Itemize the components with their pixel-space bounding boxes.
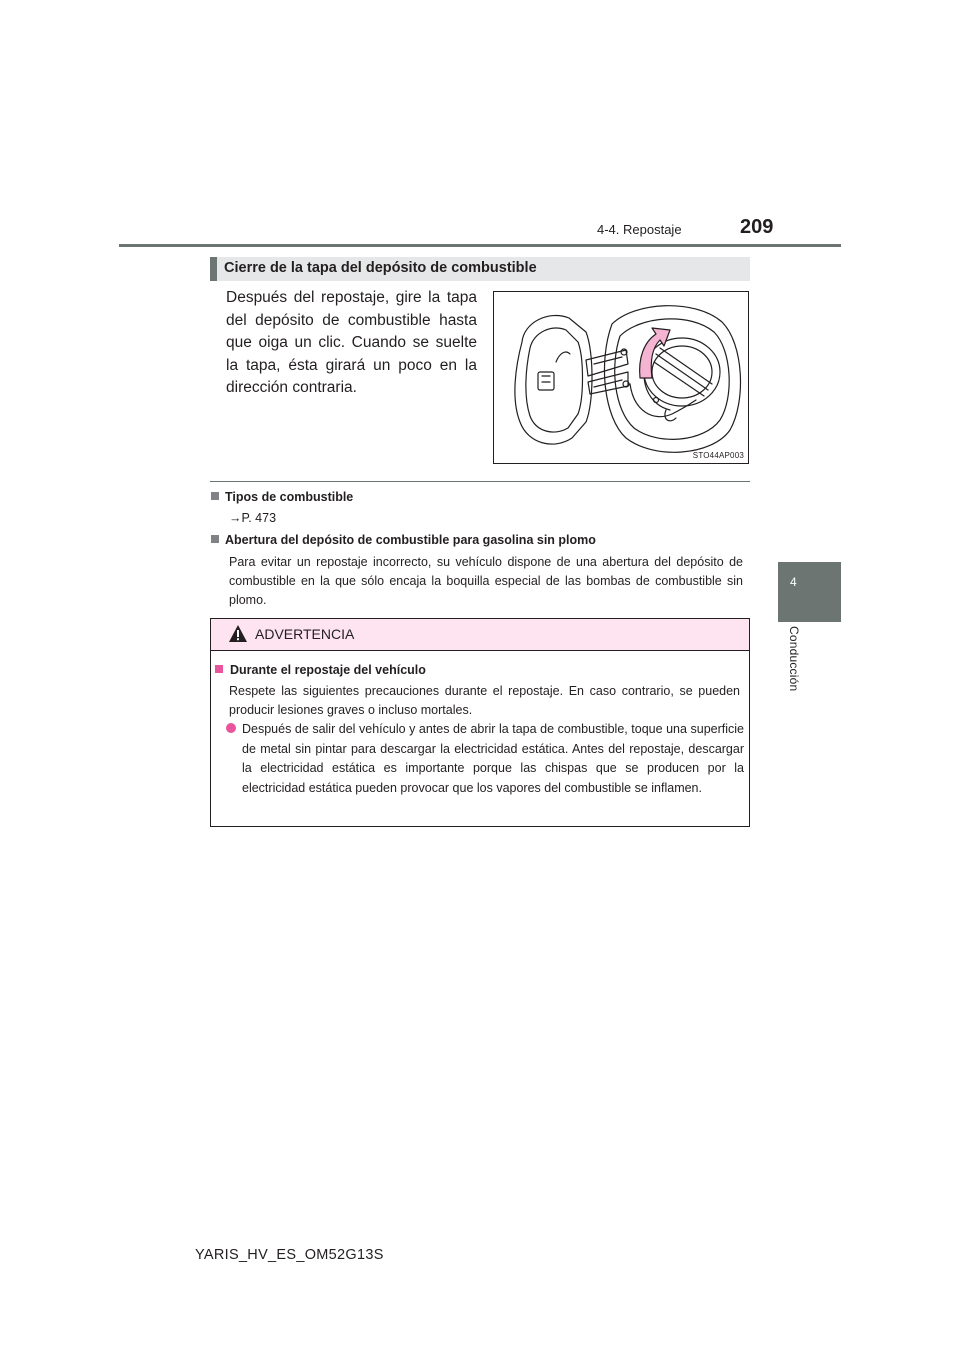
subtitle-text: Cierre de la tapa del depósito de combustible [224,260,537,276]
note-heading-fuel-opening [211,533,596,547]
document-code: YARIS_HV_ES_OM52G13S [195,1247,384,1263]
page-reference: →P. 473 [229,511,277,525]
warning-bullet-text: Después de salir del vehículo y antes de abrir la tapa de combustible, toque una superficie de metal sin pintar para descargar la electricidad estática. Antes del repostaje, descargar la electricidad estática es importante porque las chispas que se producen por la electricidad estática pueden provocar que los vapores del combustible se inflamen. [242,722,744,795]
note-body-fuel-opening: Para evitar un repostaje incorrecto, su vehículo dispone de una abertura del depósito de combustible en la que sólo encaja la boquilla especial de las bombas de combustible sin plomo. [229,555,743,607]
subtitle-accent [210,257,217,281]
fuel-door-drawing [494,292,748,463]
header-rule [119,244,841,247]
square-bullet-icon [211,535,219,543]
warning-title: ADVERTENCIA [255,626,355,642]
warning-subheading [215,663,426,677]
chapter-tab [778,562,841,622]
warning-subheading-text: Durante el repostaje del vehículo [230,663,426,677]
note-heading-text: Tipos de combustible [225,490,354,504]
page-number: 209 [740,216,774,238]
warning-intro: Respete las siguientes precauciones durante el repostaje. En caso contrario, se pueden producir lesiones graves o incluso mortales. [229,684,740,717]
square-bullet-icon [215,665,223,673]
subtitle-bar [210,257,750,281]
chapter-label: Conducción [787,626,801,692]
section-divider [210,481,750,482]
chapter-number: 4 [790,575,797,589]
square-bullet-icon [211,492,219,500]
fuel-cap-illustration [493,291,749,464]
main-paragraph: Después del repostaje, gire la tapa del depósito de combustible hasta que oiga un clic. Cuando se suelte la tapa, ésta girará un poco en la dirección contraria. [226,289,477,396]
warning-triangle-icon [228,624,248,643]
round-bullet-icon [226,723,236,733]
warning-box [210,618,750,827]
note-heading-text: Abertura del depósito de combustible para gasolina sin plomo [225,533,596,547]
warning-header [211,619,749,651]
illustration-code: STO44AP003 [692,451,744,460]
section-title: 4-4. Repostaje [597,222,682,237]
note-heading-fuel-types [211,490,353,504]
